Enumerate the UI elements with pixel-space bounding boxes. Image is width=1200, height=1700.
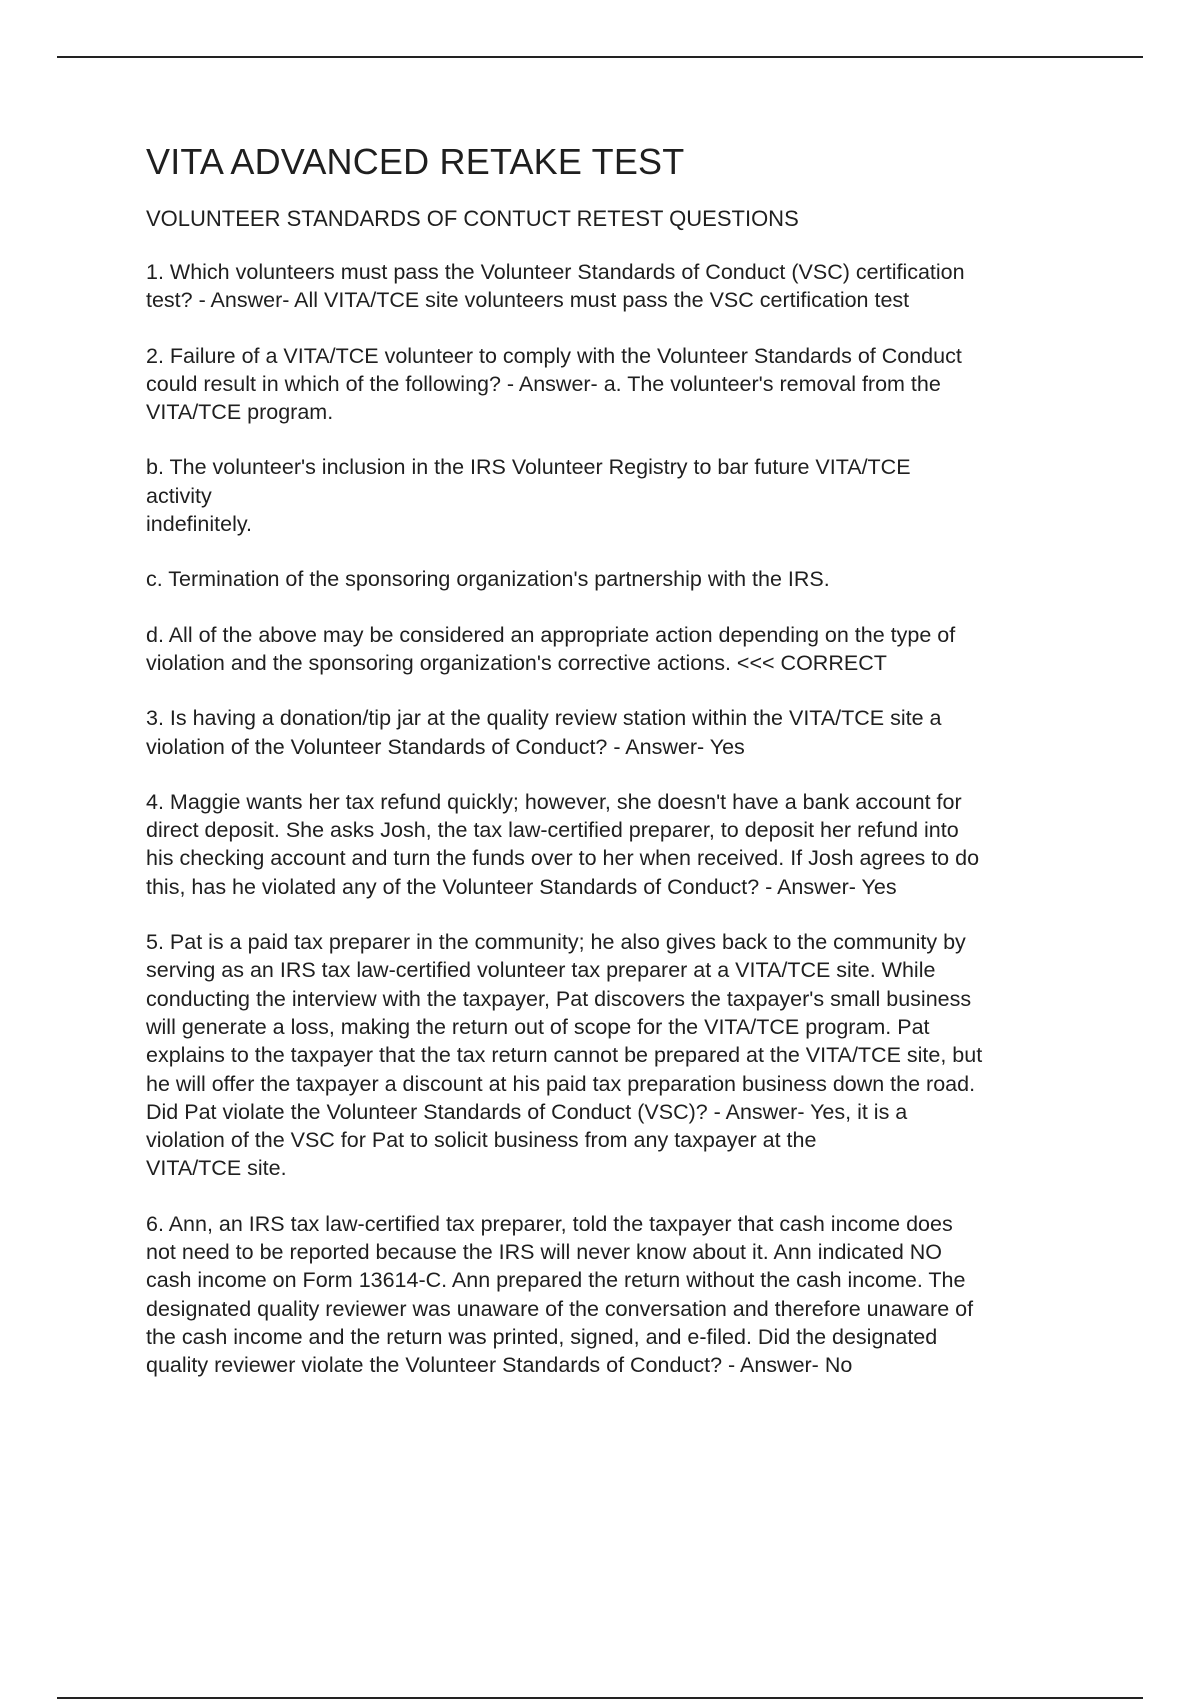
question-2-option-d: d. All of the above may be considered an appropriate action depending on the type of violation and the sponsoring organization's corrective actions. <<< CORRECT — [146, 622, 956, 675]
document-subtitle: VOLUNTEER STANDARDS OF CONTUCT RETEST QUESTIONS — [146, 206, 799, 231]
question-6: 6. Ann, an IRS tax law-certified tax preparer, told the taxpayer that cash income does not need to be reported because the IRS will never know about it. Ann indicated NO cash income on Form 13614-C. Ann prepared the return without the cash income. The designated quality reviewer was unaware of the conversation and therefore unaware of the cash income and the return was printed, signed, and e-filed. Did the designated quality reviewer violate the Volunteer Standards of Conduct? - Answer- No — [146, 1211, 974, 1378]
document-body — [146, 140, 1096, 1380]
question-4: 4. Maggie wants her tax refund quickly; however, she doesn't have a bank account for direct deposit. She asks Josh, the tax law-certified preparer, to deposit her refund into his checking account and turn the funds over to her when received. If Josh agrees to do this, has he violated any of the Volunteer Standards of Conduct? - Answer- Yes — [146, 789, 980, 899]
question-2: 2. Failure of a VITA/TCE volunteer to comply with the Volunteer Standards of Conduct could result in which of the following? - Answer- a. The volunteer's removal from the VITA/TCE program. — [146, 343, 962, 425]
question-5: 5. Pat is a paid tax preparer in the community; he also gives back to the community by serving as an IRS tax law-certified volunteer tax preparer at a VITA/TCE site. While conducting the interview with the taxpayer, Pat discovers the taxpayer's small business will generate a loss, making the return out of scope for the VITA/TCE program. Pat explains to the taxpayer that the tax return cannot be prepared at the VITA/TCE site, but he will offer the taxpayer a discount at his paid tax preparation business down the road. Did Pat violate the Volunteer Standards of Conduct (VSC)? - Answer- Yes, it is a violation of the VSC for Pat to solicit business from any taxpayer at the VITA/TCE site. — [146, 930, 983, 1181]
document-title: VITA ADVANCED RETAKE TEST — [146, 141, 685, 182]
question-3: 3. Is having a donation/tip jar at the quality review station within the VITA/TCE site a violation of the Volunteer Standards of Conduct? - Answer- Yes — [146, 706, 942, 759]
question-1: 1. Which volunteers must pass the Volunteer Standards of Conduct (VSC) certification test? - Answer- All VITA/TCE site volunteers must pass the VSC certification test — [146, 260, 965, 313]
top-divider — [57, 56, 1143, 58]
question-2-option-c: c. Termination of the sponsoring organization's partnership with the IRS. — [146, 567, 830, 592]
bottom-divider — [57, 1697, 1143, 1699]
question-2-option-b: b. The volunteer's inclusion in the IRS Volunteer Registry to bar future VITA/TCE activity indefinitely. — [146, 455, 911, 537]
